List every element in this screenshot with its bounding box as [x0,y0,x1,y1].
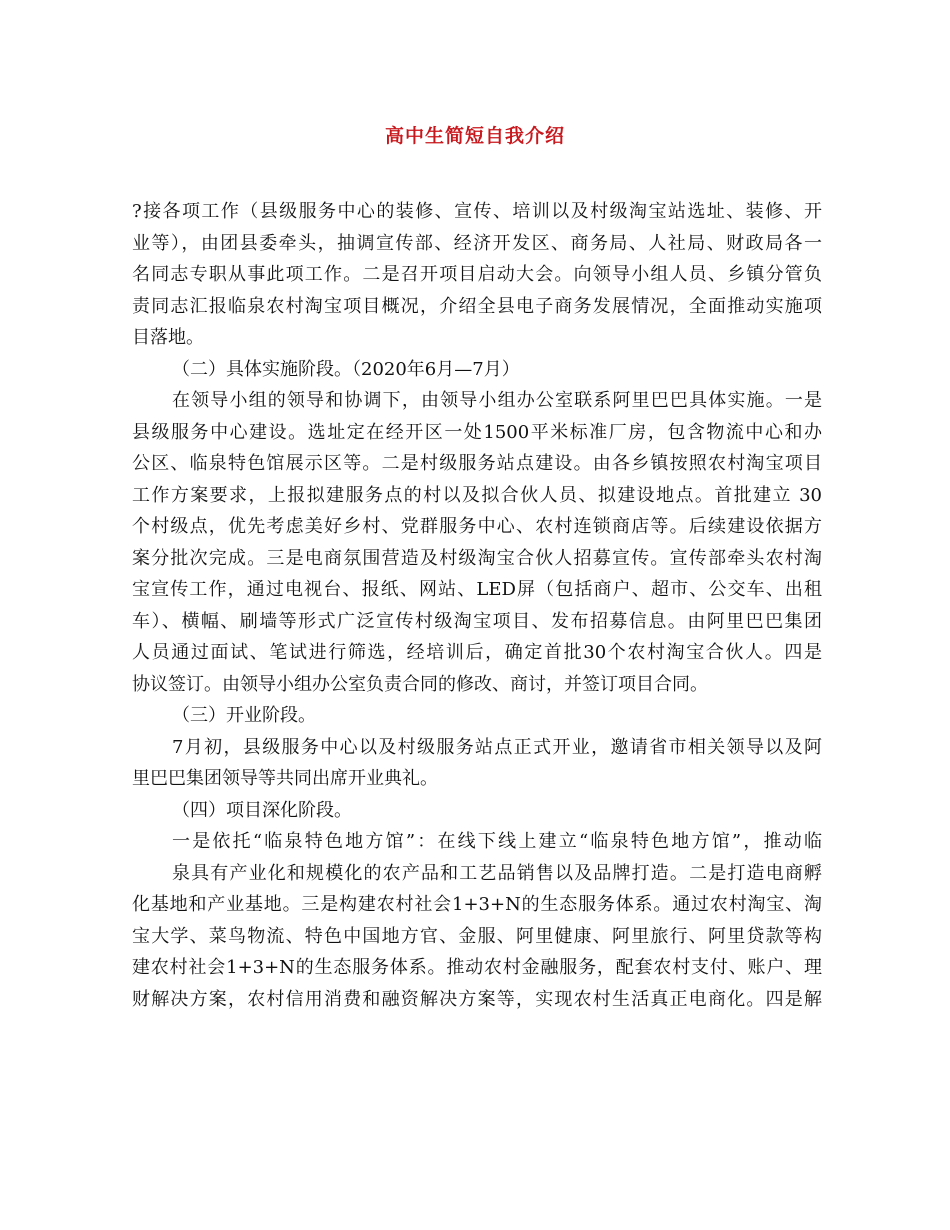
text-line: 名同志专职从事此项工作。二是召开项目启动大会。向领导小组人员、乡镇分管负 [132,264,822,285]
text-line: 车）、横幅、刷墙等形式广泛宣传村级淘宝项目、发布招募信息。由阿里巴巴集团 [132,610,822,632]
text-line: 宝大学、菜鸟物流、特色中国地方官、金服、阿里健康、阿里旅行、阿里贷款等构 [132,925,822,947]
text-line: 个村级点，优先考虑美好乡村、党群服务中心、农村连锁商店等。后续建设依据方 [132,516,822,537]
text-line: 在领导小组的领导和协调下，由领导小组办公室联系阿里巴巴具体实施。一是 [172,390,822,411]
text-line: 一是依托“临泉特色地方馆”：在线下线上建立“临泉特色地方馆”，推动临 [172,831,822,852]
text-line: 责同志汇报临泉农村淘宝项目概况，介绍全县电子商务发展情况，全面推动实施项 [132,295,822,317]
text-line: 协议签订。由领导小组办公室负责合同的修改、商讨，并签订项目合同。 [132,673,708,695]
document-body [132,196,822,1015]
text-line: 案分批次完成。三是电商氛围营造及村级淘宝合伙人招募宣传。宣传部牵头农村淘 [132,547,822,569]
text-line: 宝宣传工作，通过电视台、报纸、网站、LED屏（包括商户、超市、公交车、出租 [132,579,822,600]
text-line: 财解决方案，农村信用消费和融资解决方案等，实现农村生活真正电商化。四是解 [132,988,822,1010]
text-line: 化基地和产业基地。三是构建农村社会1+3+N的生态服务体系。通过农村淘宝、淘 [132,894,822,915]
text-line: ?接各项工作（县级服务中心的装修、宣传、培训以及村级淘宝站选址、装修、开 [132,201,822,222]
text-line: 7月初，县级服务中心以及村级服务站点正式开业，邀请省市相关领导以及阿 [172,736,822,758]
text-line: 目落地。 [132,327,204,348]
text-line: 工作方案要求，上报拟建服务点的村以及拟合伙人员、拟建设地点。首批建立 30 [132,484,822,506]
text-line: 人员通过面试、笔试进行筛选，经培训后，确定首批30个农村淘宝合伙人。四是 [132,642,822,663]
document-title: 高中生简短自我介绍 [384,125,565,147]
text-line: 建农村社会1+3+N的生态服务体系。推动农村金融服务，配套农村支付、账户、理 [132,957,822,978]
text-line: 公区、临泉特色馆展示区等。二是村级服务站点建设。由各乡镇按照农村淘宝项目 [132,453,822,474]
text-line: 里巴巴集团领导等共同出席开业典礼。 [132,768,438,789]
text-line: （二）具体实施阶段。（2020年6月—7月） [172,358,520,380]
text-line: （四）项目深化阶段。 [172,799,352,821]
text-line: 业等），由团县委牵头，抽调宣传部、经济开发区、商务局、人社局、财政局各一 [132,232,822,254]
text-line: 县级服务中心建设。选址定在经开区一处1500平米标准厂房，包含物流中心和办 [132,421,822,443]
text-line: （三）开业阶段。 [172,705,316,726]
text-line: 泉具有产业化和规模化的农产品和工艺品销售以及品牌打造。二是打造电商孵 [172,862,822,884]
